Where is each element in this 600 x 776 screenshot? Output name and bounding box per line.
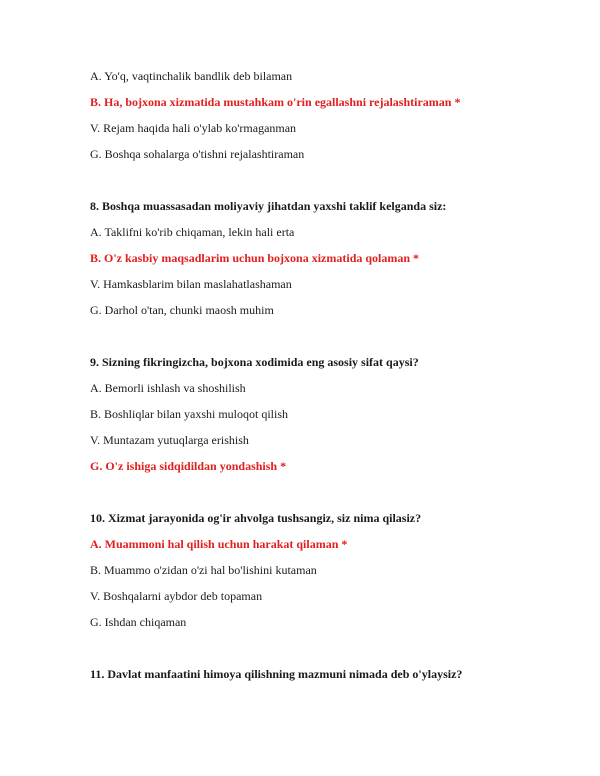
q7-option-g: G. Boshqa sohalarga o'tishni rejalashtiraman [90, 147, 305, 161]
q10-option-b: B. Muammo o'zidan o'zi hal bo'lishini kutaman [90, 563, 317, 577]
q8-option-v: V. Hamkasblarim bilan maslahatlashaman [90, 277, 292, 291]
q9-question: 9. Sizning fikringizcha, bojxona xodimida eng asosiy sifat qaysi? [90, 355, 419, 369]
q10-question: 10. Xizmat jarayonida og'ir ahvolga tushsangiz, siz nima qilasiz? [90, 511, 422, 525]
q7-option-b-correct: B. Ha, bojxona xizmatida mustahkam o'rin egallashni rejalashtiraman * [90, 95, 461, 109]
q8-question: 8. Boshqa muassasadan moliyaviy jihatdan yaxshi taklif kelganda siz: [90, 199, 447, 213]
q10-option-a-correct: A. Muammoni hal qilish uchun harakat qilaman * [90, 537, 348, 551]
q8-option-a: A. Taklifni ko'rib chiqaman, lekin hali erta [90, 225, 295, 239]
q9-option-a: A. Bemorli ishlash va shoshilish [90, 381, 246, 395]
q11-question: 11. Davlat manfaatini himoya qilishning mazmuni nimada deb o'ylaysiz? [90, 667, 463, 681]
q8-option-g: G. Darhol o'tan, chunki maosh muhim [90, 303, 274, 317]
q7-option-a: A. Yo'q, vaqtinchalik bandlik deb bilaman [90, 69, 293, 83]
q8-option-b-correct: B. O'z kasbiy maqsadlarim uchun bojxona xizmatida qolaman * [90, 251, 420, 265]
q10-option-g: G. Ishdan chiqaman [90, 615, 187, 629]
q9-option-g-correct: G. O'z ishiga sidqidildan yondashish * [90, 459, 287, 473]
q7-option-v: V. Rejam haqida hali o'ylab ko'rmaganman [90, 121, 297, 135]
q9-option-v: V. Muntazam yutuqlarga erishish [90, 433, 249, 447]
q9-option-b: B. Boshliqlar bilan yaxshi muloqot qilish [90, 407, 288, 421]
q10-option-v: V. Boshqalarni aybdor deb topaman [90, 589, 263, 603]
